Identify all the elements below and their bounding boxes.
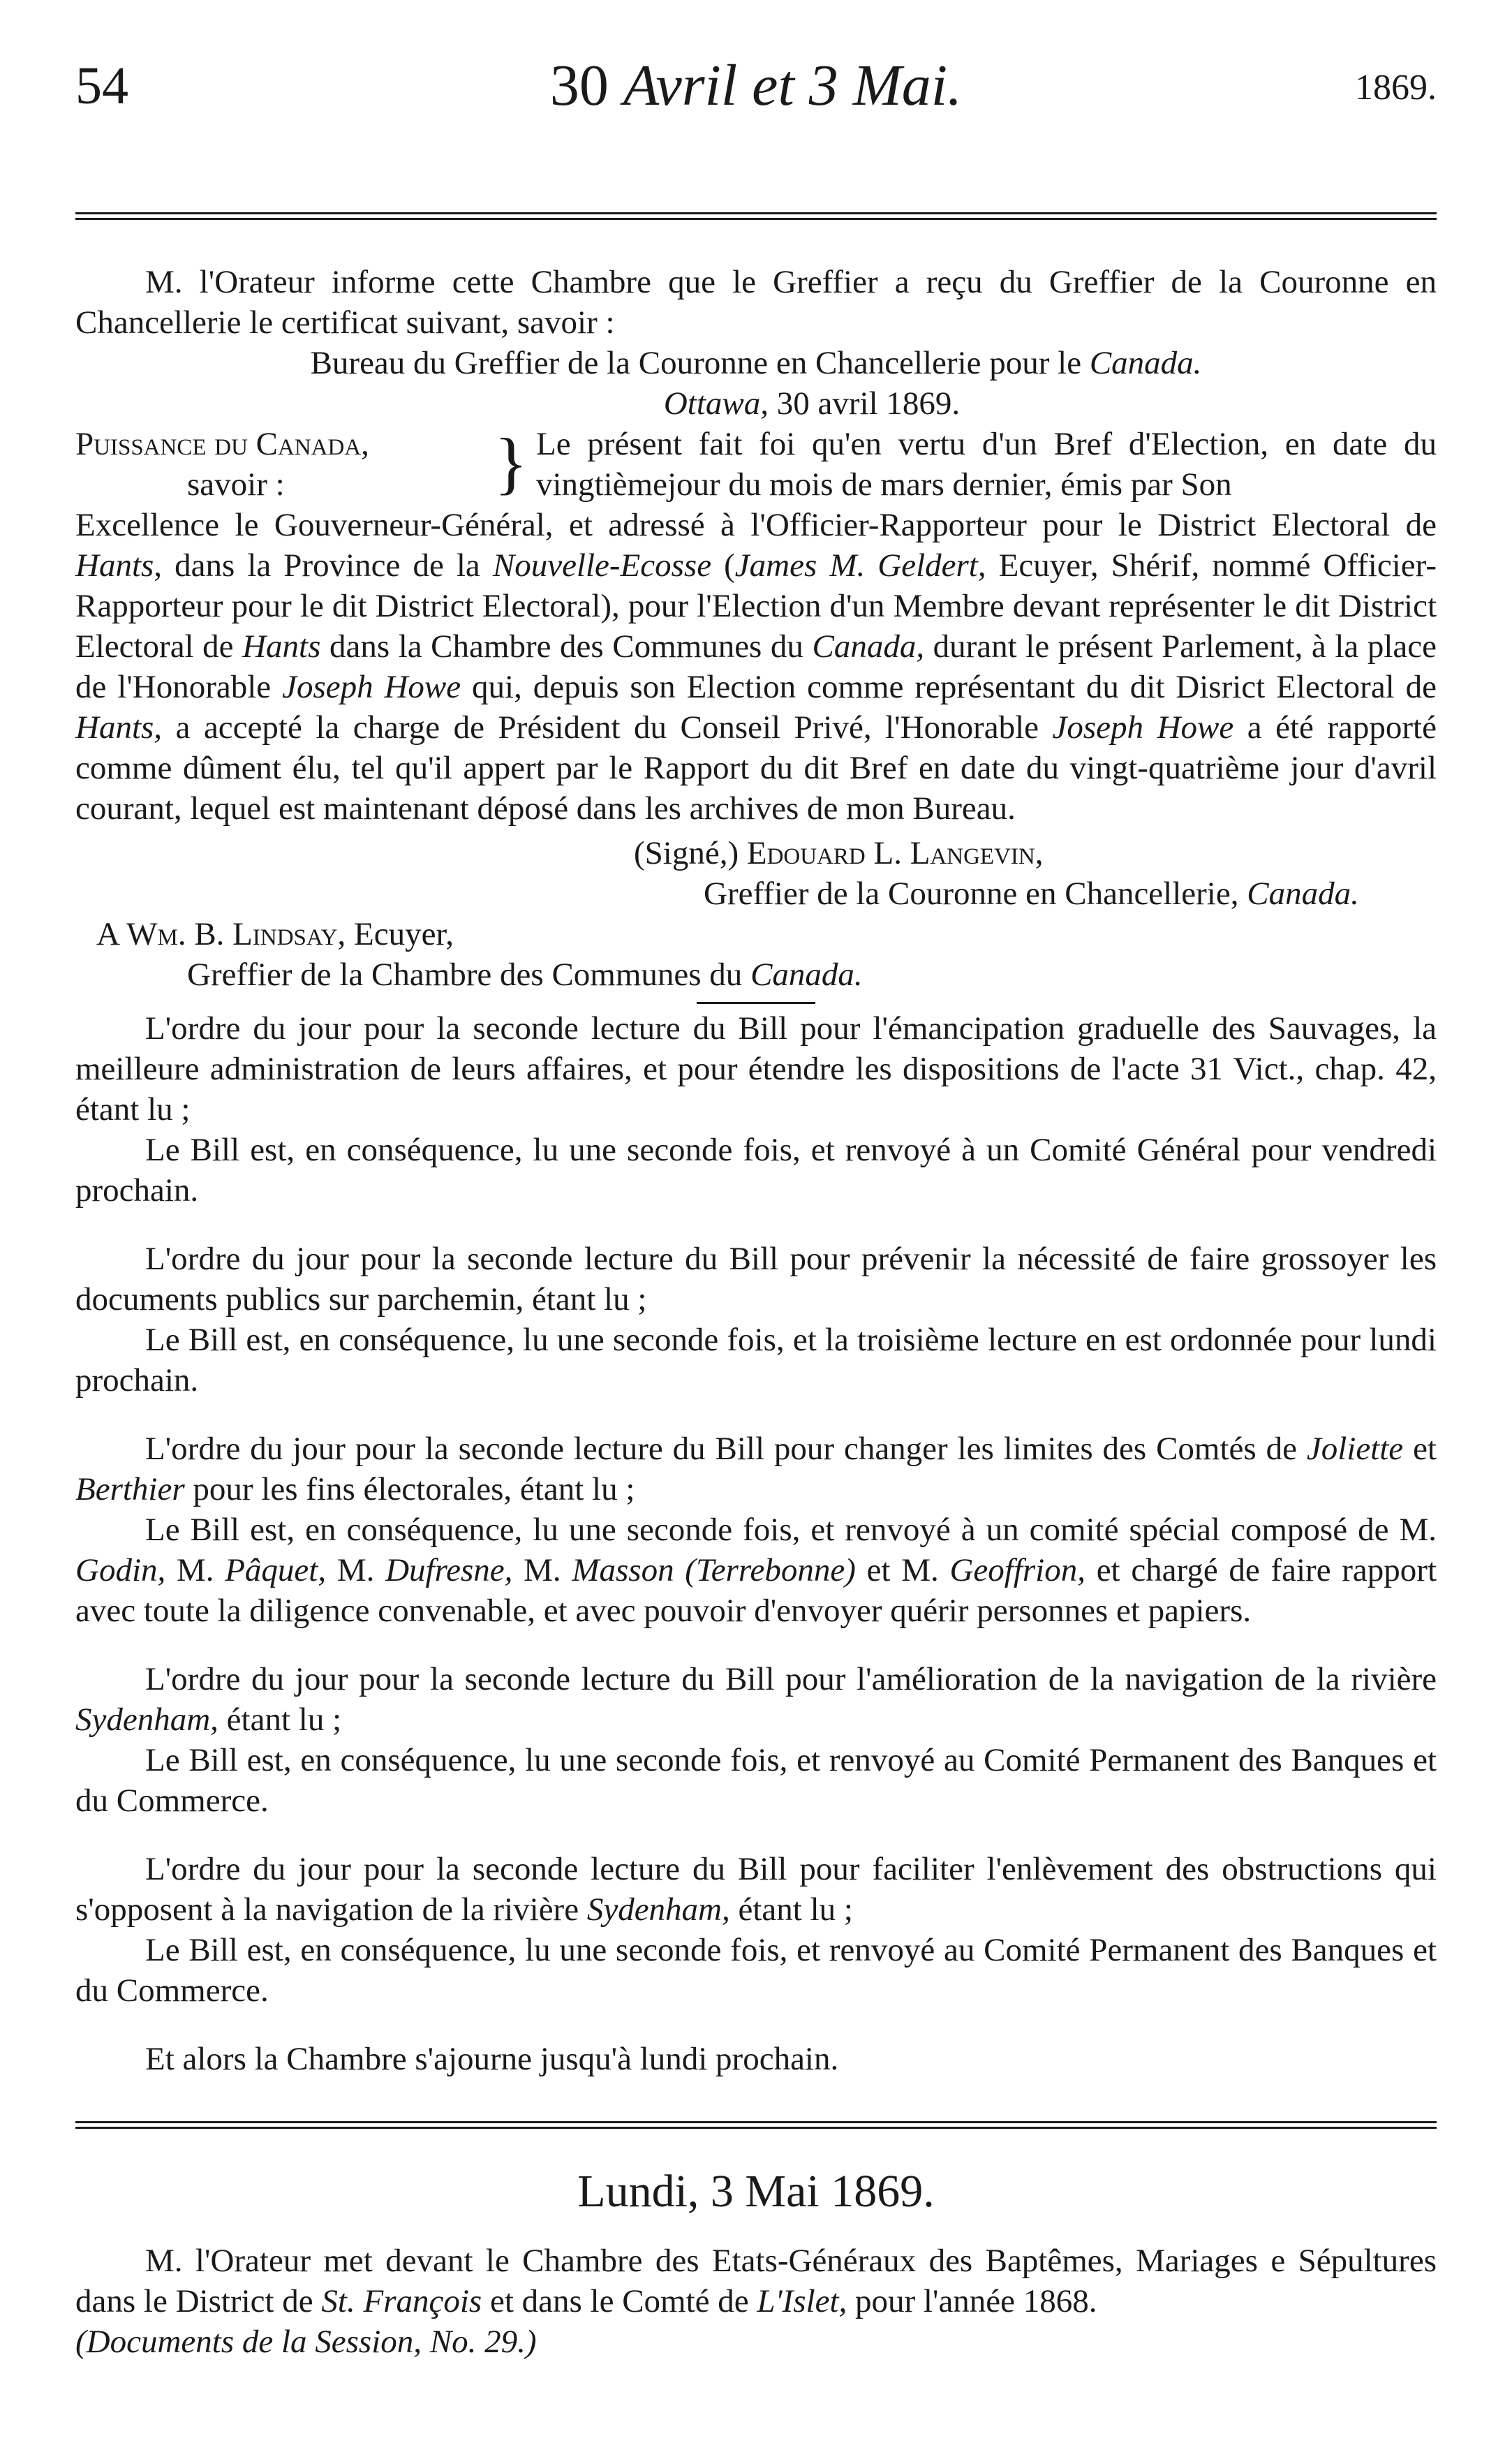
order-2-text: L'ordre du jour pour la seconde lecture du Bill pour prévenir la nécessité de faire grossoyer les documents publics sur parchemin, étant lu ; bbox=[75, 1241, 1437, 1318]
signature-block bbox=[634, 833, 1437, 914]
certificate-first-line: Le présent fait foi qu'en vertu d'un Bref d'Election, en date du vingtièmejour du mois de mars dernier, émis par Son bbox=[536, 426, 1437, 503]
order-1-result: Le Bill est, en conséquence, lu une seconde fois, et renvoyé à un Comité Général pour vendredi prochain. bbox=[75, 1132, 1437, 1209]
bureau-line bbox=[75, 343, 1437, 383]
savoir-text: savoir : bbox=[187, 466, 285, 503]
page bbox=[75, 42, 1437, 2362]
order-5-result: Le Bill est, en conséquence, lu une seconde fois, et renvoyé au Comité Permanent des Banques et du Commerce. bbox=[75, 1932, 1437, 2009]
order-4-result: Le Bill est, en conséquence, lu une seconde fois, et renvoyé au Comité Permanent des Banques et du Commerce. bbox=[75, 1742, 1437, 1819]
page-year: 1869. bbox=[1355, 68, 1437, 108]
brace-icon: } bbox=[494, 424, 528, 501]
page-number: 54 bbox=[75, 57, 128, 115]
date-line bbox=[75, 383, 1437, 424]
puissance-text: Puissance du Canada, bbox=[75, 426, 369, 462]
section-title: Lundi, 3 Mai 1869. bbox=[577, 2166, 935, 2217]
date-value: 30 avril 1869. bbox=[769, 385, 961, 422]
signature-role: Greffier de la Couronne en Chancellerie, Canada. bbox=[704, 876, 1359, 912]
order-2-result: Le Bill est, en conséquence, lu une seconde fois, et la troisième lecture en est ordonnée pour lundi prochain. bbox=[75, 1322, 1437, 1399]
page-title bbox=[75, 52, 1437, 119]
section-paragraph: M. l'Orateur met devant le Chambre des Etats-Généraux des Baptêmes, Mariages e Sépultures dans le District de St. François et dans le Comté de L'Islet, pour l'année 1868. bbox=[75, 2243, 1437, 2319]
title-prefix: 30 bbox=[549, 53, 623, 118]
order-5-text: L'ordre du jour pour la seconde lecture du Bill pour faciliter l'enlèvement des obstructions qui s'opposent à la navigation de la rivière Sydenham, étant lu ; bbox=[75, 1851, 1437, 1928]
title-italic: Avril et 3 Mai. bbox=[623, 53, 963, 118]
order-3-text: L'ordre du jour pour la seconde lecture du Bill pour changer les limites des Comtés de Joliette et Berthier pour les fins électorales, étant lu ; bbox=[75, 1431, 1437, 1507]
signature-line: (Signé,) Edouard L. Langevin, bbox=[634, 835, 1044, 871]
order-3-result: Le Bill est, en conséquence, lu une seconde fois, et renvoyé à un comité spécial composé de M. Godin, M. Pâquet, M. Dufresne, M. Masson (Terrebonne) et M. Geoffrion, et chargé de faire rapport avec toute la diligence convenable, et avec pouvoir d'envoyer quérir personnes et papiers. bbox=[75, 1512, 1437, 1629]
header-rule bbox=[75, 212, 1437, 220]
section-reference: (Documents de la Session, No. 29.) bbox=[75, 2324, 537, 2360]
adjournment-text: Et alors la Chambre s'ajourne jusqu'à lundi prochain. bbox=[145, 2041, 839, 2077]
puissance-label bbox=[75, 424, 494, 505]
address-block bbox=[75, 914, 1437, 995]
page-header bbox=[75, 42, 1437, 140]
date-place: Ottawa, bbox=[663, 385, 769, 422]
paragraph-intro: M. l'Orateur informe cette Chambre que le Greffier a reçu du Greffier de la Couronne en Chancellerie le certificat suivant, savoir : bbox=[75, 264, 1437, 341]
order-4-text: L'ordre du jour pour la seconde lecture du Bill pour l'amélioration de la navigation de la rivière Sydenham, étant lu ; bbox=[75, 1661, 1437, 1738]
address-line-1: A Wm. B. Lindsay, Ecuyer, bbox=[96, 916, 454, 952]
page-body bbox=[75, 262, 1437, 2362]
certificate-opening bbox=[75, 424, 1437, 505]
section-divider bbox=[697, 1002, 815, 1004]
address-line-2: Greffier de la Chambre des Communes du Canada. bbox=[187, 957, 863, 993]
bureau-text: Bureau du Greffier de la Couronne en Chancellerie pour le bbox=[310, 345, 1090, 381]
order-1-text: L'ordre du jour pour la seconde lecture du Bill pour l'émancipation graduelle des Sauvages, la meilleure administration de leurs affaires, et pour étendre les dispositions de l'acte 31 Vict., chap. 42, étant lu ; bbox=[75, 1010, 1437, 1128]
certificate-text: Excellence le Gouverneur-Général, et adressé à l'Officier-Rapporteur pour le District Electoral de Hants, dans la Province de la Nouvelle-Ecosse (James M. Geldert, Ecuyer, Shérif, nommé Officier-Rapporteur pour le dit District Electoral), pour l'Election d'un Membre devant représenter le dit District Electoral de Hants dans la Chambre des Communes du Canada, durant le présent Parlement, à la place de l'Honorable Joseph Howe qui, depuis son Election comme représentant du dit Disrict Electoral de Hants, a accepté la charge de Président du Conseil Privé, l'Honorable Joseph Howe a été rapporté comme dûment élu, tel qu'il appert par le Rapport du dit Bref en date du vingt-quatrième jour d'avril courant, lequel est maintenant déposé dans les archives de mon Bureau. bbox=[75, 507, 1437, 827]
section-end-rule bbox=[75, 2121, 1437, 2129]
bureau-italic: Canada. bbox=[1089, 345, 1202, 381]
